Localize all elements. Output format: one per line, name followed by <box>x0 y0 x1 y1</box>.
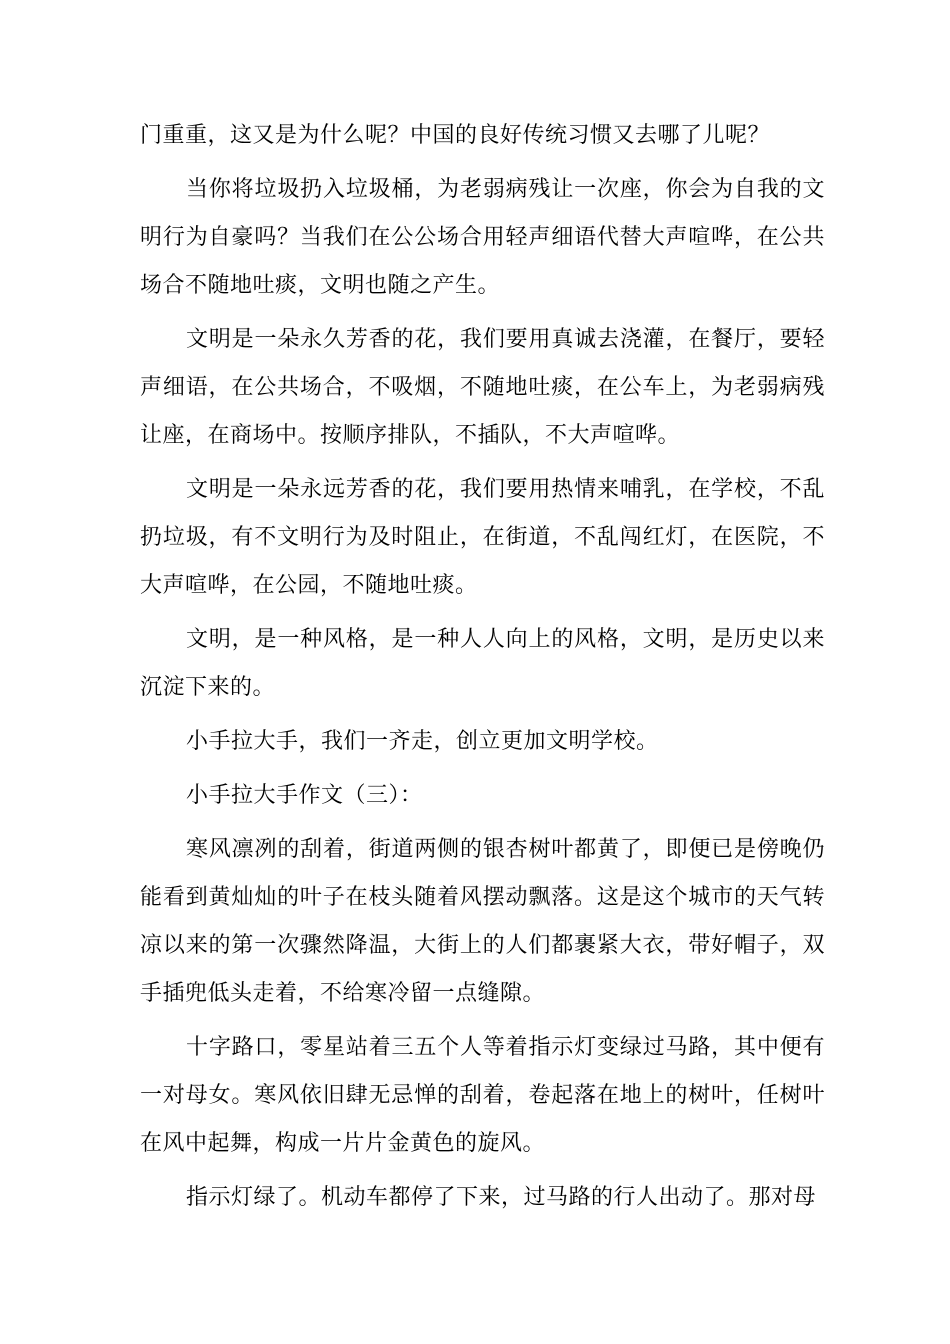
paragraph: 文明是一朵永远芳香的花，我们要用热情来哺乳，在学校，不乱扔垃圾，有不文明行为及时阻止，在街道，不乱闯红灯，在医院，不大声喧哗，在公园，不随地吐痰。 <box>140 477 825 598</box>
document-body <box>140 112 825 1228</box>
paragraph: 小手拉大手，我们一齐走，创立更加文明学校。 <box>186 729 659 754</box>
paragraph: 当你将垃圾扔入垃圾桶，为老弱病残让一次座，你会为自我的文明行为自豪吗？当我们在公公场合用轻声细语代替大声喧哗，在公共场合不随地吐痰，文明也随之产生。 <box>140 177 825 298</box>
paragraph: 指示灯绿了。机动车都停了下来，过马路的行人出动了。那对母 <box>186 1185 817 1210</box>
paragraph: 十字路口，零星站着三五个人等着指示灯变绿过马路，其中便有一对母女。寒风依旧肆无忌惮的刮着，卷起落在地上的树叶，任树叶在风中起舞，构成一片片金黄色的旋风。 <box>140 1035 825 1156</box>
paragraph: 文明是一朵永久芳香的花，我们要用真诚去浇灌，在餐厅，要轻声细语，在公共场合，不吸烟，不随地吐痰，在公车上，为老弱病残让座，在商场中。按顺序排队，不插队，不大声喧哗。 <box>140 327 825 448</box>
section-heading: 小手拉大手作文（三）： <box>186 783 423 808</box>
paragraph: 文明，是一种风格，是一种人人向上的风格，文明，是历史以来沉淀下来的。 <box>140 627 825 700</box>
paragraph: 寒风凛冽的刮着，街道两侧的银杏树叶都黄了，即便已是傍晚仍能看到黄灿灿的叶子在枝头随着风摆动飘落。这是这个城市的天气转凉以来的第一次骤然降温，大街上的人们都裹紧大衣，带好帽子，双手插兜低头走着，不给寒冷留一点缝隙。 <box>140 837 825 1006</box>
paragraph-continuation: 门重重，这又是为什么呢？中国的良好传统习惯又去哪了儿呢？ <box>140 123 771 148</box>
